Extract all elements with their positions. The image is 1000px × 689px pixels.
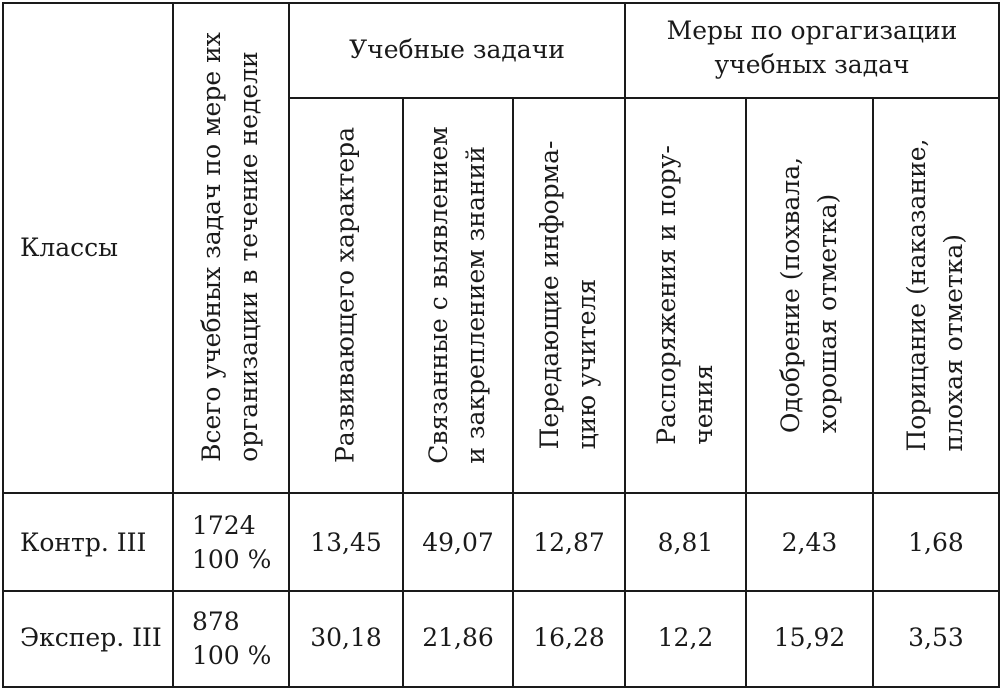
header-col-blame-line2: плохая отметка) — [939, 233, 968, 452]
row1-value-info: 12,87 — [533, 528, 605, 557]
table-rule-col2 — [288, 2, 290, 688]
header-col-info-line2: цию учителя — [572, 278, 601, 450]
header-col-orders-line2: чения — [689, 364, 718, 445]
row1-total — [192, 509, 271, 577]
header-col-developing-line1: Развивающего характера — [330, 126, 360, 464]
row2-value-blame: 3,53 — [908, 623, 964, 652]
row1-value-blame: 1,68 — [908, 528, 964, 557]
table-rule-col4 — [512, 97, 514, 688]
header-col-approval — [772, 157, 846, 433]
table-border-bottom — [2, 686, 1000, 688]
row1-value-approval: 2,43 — [781, 528, 838, 557]
header-col-info-line1: Передающие информа- — [535, 140, 564, 450]
table-rule-col6 — [745, 97, 747, 688]
row2-class: Экспер. III — [20, 623, 162, 652]
header-col-knowledge-line2: и закреплением знаний — [461, 146, 490, 464]
header-total-line2: организации в течение недели — [234, 51, 263, 462]
header-col-approval-line2: хорошая отметка) — [813, 193, 842, 434]
row2-value-approval: 15,92 — [773, 623, 846, 652]
header-group-measures — [626, 14, 998, 82]
row2-value-orders: 12,2 — [657, 623, 714, 652]
row2-total-percent: 100 % — [192, 641, 272, 670]
header-col-info — [531, 141, 605, 450]
table-rule-header-bottom — [2, 492, 1000, 494]
header-group-measures-line2: учебных задач — [714, 50, 910, 79]
table-rule-col7 — [872, 97, 874, 688]
table-border-top — [2, 2, 1000, 4]
row2-value-knowledge: 21,86 — [422, 623, 494, 652]
table-border-left — [2, 2, 4, 688]
row1-total-count: 1724 — [192, 511, 256, 540]
row1-value-developing: 13,45 — [310, 528, 382, 557]
table-rule-col3 — [402, 97, 404, 688]
row1-value-knowledge: 49,07 — [422, 528, 494, 557]
table-rule-col1 — [172, 2, 174, 688]
table-rule-groups — [288, 97, 1000, 99]
header-classes: Классы — [20, 233, 119, 262]
header-col-blame-line1: Порицание (наказание, — [902, 138, 931, 452]
header-group-tasks: Учебные задачи — [349, 35, 565, 64]
row2-total-count: 878 — [192, 607, 240, 636]
header-col-blame — [898, 138, 972, 451]
header-col-knowledge-line1: Связанные с выявлением — [424, 126, 453, 464]
header-col-developing — [327, 127, 364, 463]
header-total — [193, 32, 267, 462]
row1-value-orders: 8,81 — [657, 528, 714, 557]
row2-value-info: 16,28 — [533, 623, 605, 652]
header-group-measures-line1: Меры по оргагизации — [666, 16, 958, 45]
row2-total — [192, 605, 271, 673]
header-col-orders-line1: Распоряжения и пору- — [652, 145, 681, 445]
header-col-knowledge — [420, 126, 494, 464]
row1-total-percent: 100 % — [192, 545, 272, 574]
row1-class: Контр. III — [20, 528, 147, 557]
header-total-line1: Всего учебных задач по мере их — [197, 32, 226, 462]
row2-value-developing: 30,18 — [310, 623, 382, 652]
table-rule-col5 — [624, 2, 626, 688]
header-col-orders — [648, 145, 722, 445]
header-col-approval-line1: Одобрение (похвала, — [776, 156, 805, 434]
table-rule-row1-bottom — [2, 590, 1000, 592]
